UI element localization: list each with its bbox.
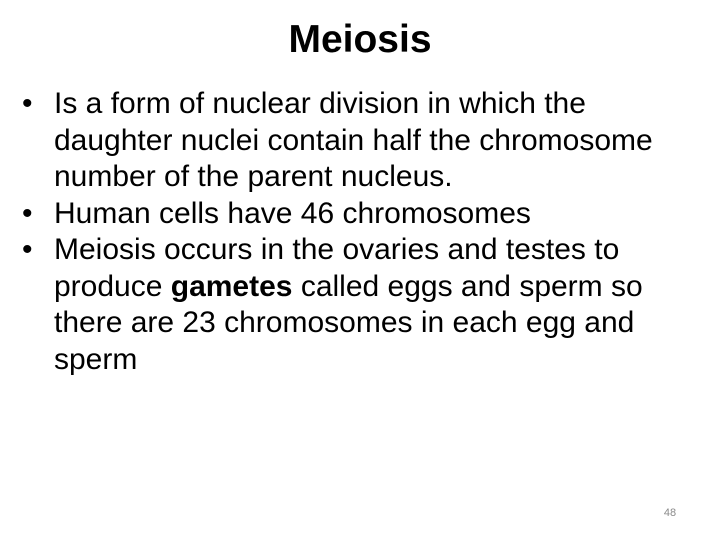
bullet-item-meiosis-location — [22, 232, 702, 378]
bullet-icon: • — [22, 87, 33, 120]
bullet-text: Is a form of nuclear division in which the daughter nuclei contain half the chromosome number of the parent nucleus. — [54, 87, 653, 193]
page-number: 48 — [663, 507, 677, 519]
bullet-text — [54, 233, 643, 376]
bullet-icon: • — [22, 233, 33, 266]
bullet-list — [22, 86, 702, 378]
emphasis-gametes: gametes — [170, 269, 293, 303]
bullet-text-before: Meiosis occurs in the ovaries and testes to produce — [54, 233, 620, 303]
bullet-text: Human cells have 46 chromosomes — [54, 196, 531, 230]
bullet-item-meiosis-definition — [22, 86, 702, 196]
bullet-item-human-chromosomes — [22, 196, 702, 233]
bullet-text-after: called eggs and sperm so there are 23 chromosomes in each egg and sperm — [54, 269, 643, 376]
slide-title: Meiosis — [288, 18, 432, 61]
bullet-icon: • — [22, 196, 33, 230]
